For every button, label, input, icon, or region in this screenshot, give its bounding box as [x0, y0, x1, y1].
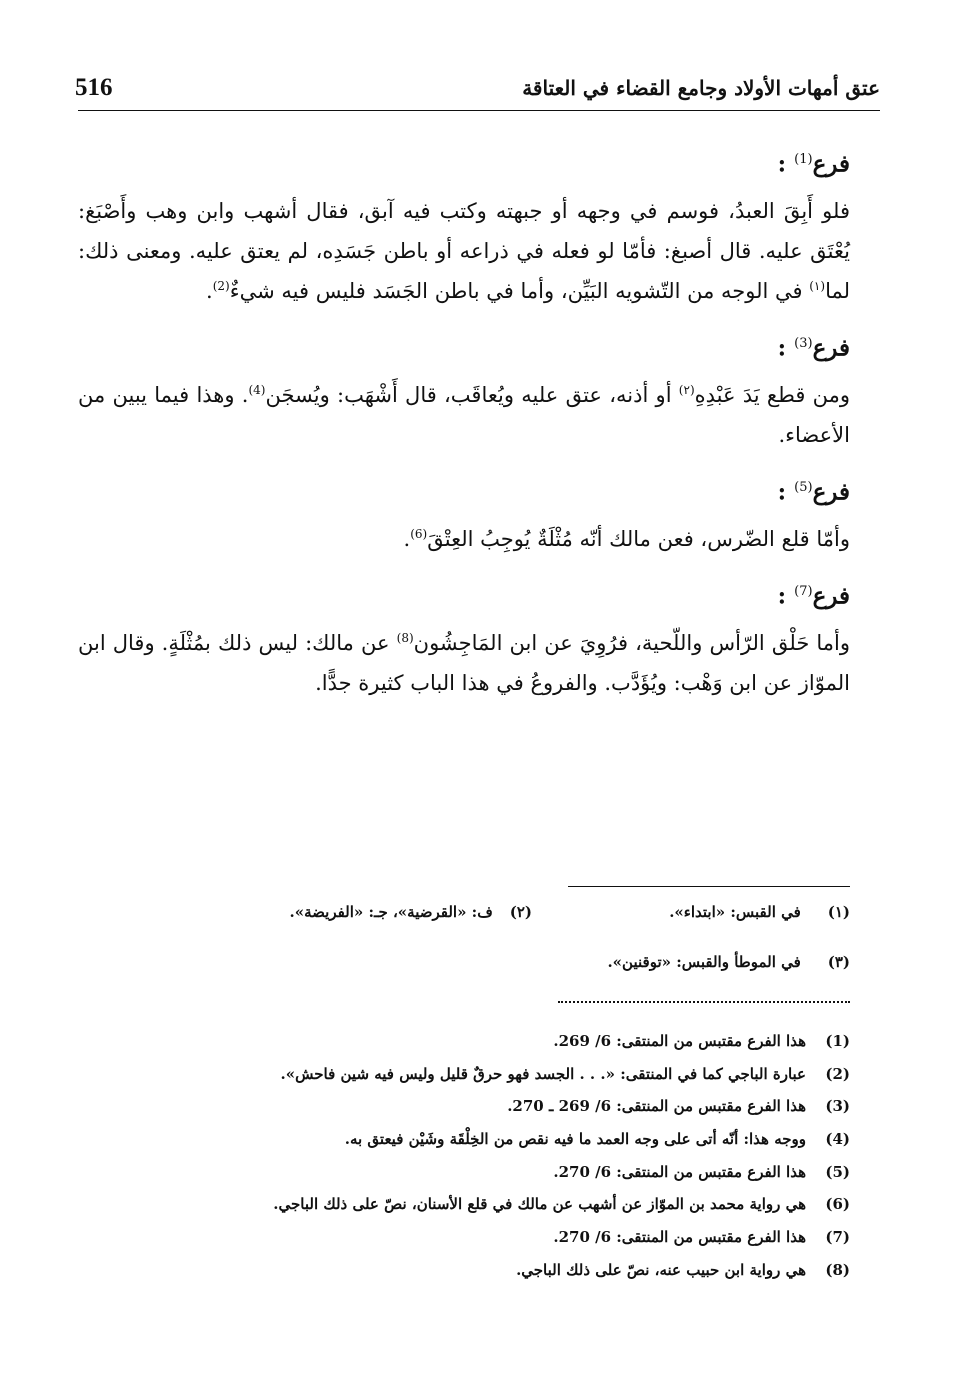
variant-note-number: (٣) — [827, 953, 850, 971]
footnote-number: (5) — [825, 1162, 850, 1181]
variant-note-number: (٢) — [509, 903, 532, 921]
dotted-separator — [558, 1001, 850, 1003]
footnote-ref: (5) — [794, 480, 813, 495]
footnote-text: هذا الفرع مقتبس من المنتقى: 6/ 269. — [553, 1032, 806, 1050]
section-heading: فرع$^{(7)}$ : — [777, 582, 850, 610]
section-heading-label: فرع — [812, 478, 850, 506]
paragraph-text: وأمّا قلع الضّرس، فعن مالك أنّه مُثْلَةٌ يُوجِبُ العِتْقَ — [427, 527, 850, 551]
footnote-number: (8) — [825, 1260, 850, 1279]
variant-notes-row-1 — [140, 903, 850, 933]
footnote-number: (1) — [825, 1032, 850, 1050]
paragraph-text: ومن قطع يَدَ عَبْدِهِ — [694, 383, 850, 407]
running-head — [75, 74, 880, 108]
footnote-text: هي رواية محمد بن الموّاز عن أشهب عن مالك في قلع الأسنان، نصّ على ذلك الباجي. — [273, 1195, 806, 1214]
paragraph-text: عن مالك: ليس ذلك بمُثْلَةٍ. وقال ابن الموّاز عن ابن وَهْب: ويُؤَدَّب. والفروعُ في هذا الباب كثيرة جدًّا. — [78, 631, 850, 695]
section-heading-label: فرع — [812, 150, 850, 178]
variant-note-text: في القبس: «ابتداء». — [669, 903, 801, 921]
footnote-separator — [568, 886, 850, 887]
paragraph-text: أو أذنه، عتق عليه ويُعاقَب، قال أَشْهَب: ويُسجَن — [265, 383, 679, 407]
footnote-number: (2) — [825, 1064, 850, 1083]
footnote-line — [273, 1156, 850, 1189]
footnote-ref: (١) — [809, 279, 826, 293]
footnote-text: هذا الفرع مقتبس من المنتقى: 6/ 269 ـ 270. — [507, 1097, 806, 1116]
footnote-text: ووجه هذا: أنّه أتى على وجه العمد ما فيه نقص من الخِلْقَة وشَيْن فيعتق به. — [344, 1130, 806, 1149]
page-number: 516 — [75, 74, 113, 101]
footnote-number: (3) — [825, 1097, 850, 1116]
paragraph-text: فلو أَبِقَ العبدُ، فوسم في وجهه أو جبهته وكتب فيه آبق، فقال أشهب وابن وهب وأَصْبَغ: يُعْتَق عليه. قال أصبغ: فأمّا لو فعله في ذراعه أو باطن جَسَدِه، لم يعتق عليه. ومعنى ذلك: لما — [78, 199, 850, 303]
variant-note-number: (١) — [827, 903, 850, 921]
section-paragraph — [78, 375, 850, 455]
variant-note-text: ف: «القرضية»، جـ: «الفريضة». — [289, 903, 493, 921]
paragraph-text: . — [403, 527, 411, 551]
footnote-number: (7) — [825, 1228, 850, 1247]
footnote-ref: (٢) — [678, 383, 695, 397]
footnote-ref: (8) — [396, 631, 414, 645]
header-rule — [78, 110, 880, 111]
footnotes — [273, 1025, 850, 1287]
variant-notes-row-2 — [140, 953, 850, 983]
section-paragraph — [78, 623, 850, 703]
paragraph-text: وأما حَلْق الرّأس واللّحية، فرُوِيَ عن ابن المَاجِشُون — [413, 631, 851, 655]
footnote-number: (6) — [825, 1195, 850, 1214]
footnote-ref: (6) — [410, 527, 428, 541]
footnote-line — [273, 1221, 850, 1254]
footnote-line — [273, 1254, 850, 1287]
section-heading: فرع$^{(3)}$ : — [777, 334, 850, 362]
section-heading: فرع$^{(5)}$ : — [777, 478, 850, 506]
footnote-line — [273, 1188, 850, 1221]
variant-note — [669, 903, 850, 921]
footnote-ref: (1) — [794, 152, 813, 167]
footnote-ref: (2) — [212, 279, 230, 293]
footnote-ref: (4) — [248, 383, 266, 397]
variant-note — [607, 953, 850, 971]
footnote-ref: (3) — [794, 336, 813, 351]
footnote-text: عبارة الباجي كما في المنتقى: «. . . الجسد فهو حرقٌ قليل وليس فيه شين فاحش». — [280, 1064, 806, 1083]
footnote-line — [273, 1090, 850, 1123]
section-heading-label: فرع — [812, 582, 850, 610]
section-heading: فرع$^{(1)}$ : — [777, 150, 850, 178]
footnote-text: هذا الفرع مقتبس من المنتقى: 6/ 270. — [553, 1228, 806, 1247]
footnote-line — [273, 1025, 850, 1058]
paragraph-text: في الوجه من التّشويه البَيِّن، وأما في باطن الجَسَد فليس فيه شيءٌ — [229, 279, 810, 303]
footnote-text: هذا الفرع مقتبس من المنتقى: 6/ 270. — [553, 1162, 806, 1181]
section-heading-label: فرع — [812, 334, 850, 362]
footnote-text: هي رواية ابن حبيب عنه، نصّ على ذلك الباجي. — [516, 1260, 806, 1279]
footnote-ref: (7) — [794, 584, 813, 599]
variant-note-text: في الموطأ والقبس: «توقنين». — [607, 953, 801, 971]
footnote-line — [273, 1058, 850, 1091]
paragraph-text: . — [206, 279, 213, 303]
footnote-number: (4) — [825, 1130, 850, 1149]
running-title: عتق أمهات الأولاد وجامع القضاء في العتاقة — [522, 76, 880, 100]
footnote-line — [273, 1123, 850, 1156]
section-paragraph — [78, 191, 850, 311]
section-paragraph — [78, 519, 850, 559]
main-text — [78, 135, 850, 711]
paragraph-text: . وهذا فيما يبين من الأعضاء. — [78, 383, 850, 447]
variant-note — [290, 903, 533, 921]
